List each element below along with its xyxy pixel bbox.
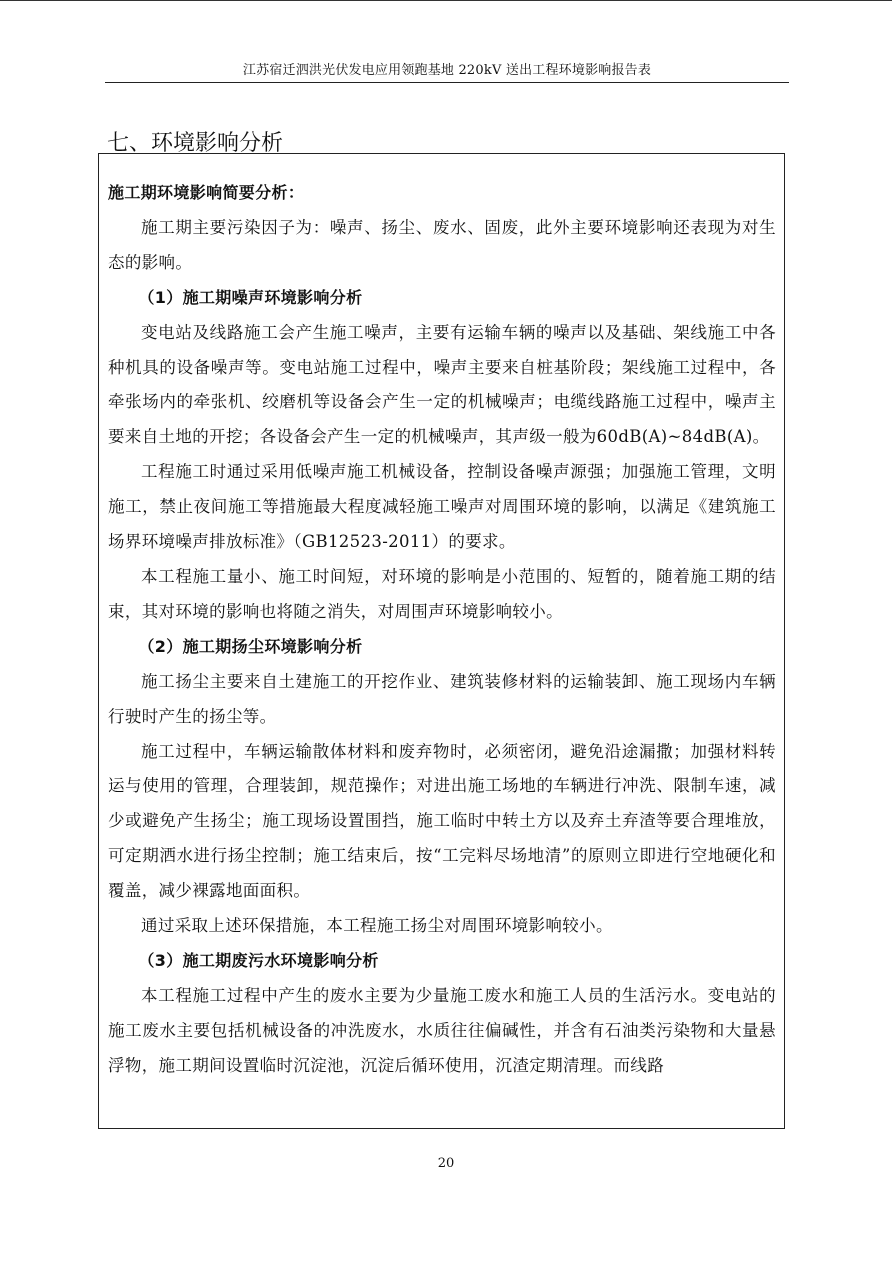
- dust-paragraph-3: 通过采取上述环保措施，本工程施工扬尘对周围环境影响较小。: [141, 916, 613, 936]
- wastewater-paragraph-1: 本工程施工过程中产生的废水主要为少量施工废水和施工人员的生活污水。变电站的施工废水主要包括机械设备的冲洗废水，水质往往偏碱性，并含有石油类污染物和大量悬浮物，施工期间设置临时沉淀池，沉淀后循环使用，沉渣定期清理。而线路: [108, 985, 776, 1075]
- wastewater-heading: （3）施工期废污水环境影响分析: [138, 950, 379, 970]
- noise-paragraph-1: 变电站及线路施工会产生施工噪声，主要有运输车辆的噪声以及基础、架线施工中各种机具的设备噪声等。变电站施工过程中，噪声主要来自桩基阶段；架线施工过程中，各牵张场内的牵张机、绞磨机等设备会产生一定的机械噪声；电缆线路施工过程中，噪声主要来自土地的开挖；各设备会产生一定的机械噪声，其声级一般为60dB(A)~84dB(A)。: [108, 322, 776, 447]
- dust-heading: （2）施工期扬尘环境影响分析: [138, 636, 363, 656]
- page-number: 20: [437, 1156, 455, 1171]
- dust-paragraph-1: 施工扬尘主要来自土建施工的开挖作业、建筑装修材料的运输装卸、施工现场内车辆行驶时产生的扬尘等。: [108, 671, 776, 726]
- dust-paragraph-2: 施工过程中，车辆运输散体材料和废弃物时，必须密闭，避免沿途漏撒；加强材料转运与使用的管理，合理装卸，规范操作；对进出施工场地的车辆进行冲洗、限制车速，减少或避免产生扬尘；施工现场设置围挡，施工临时中转土方以及弃土弃渣等要合理堆放，可定期洒水进行扬尘控制；施工结束后，按“工完料尽场地清”的原则立即进行空地硬化和覆盖，减少裸露地面面积。: [108, 741, 776, 901]
- noise-paragraph-3: 本工程施工量小、施工时间短，对环境的影响是小范围的、短暂的，随着施工期的结束，其对环境的影响也将随之消失，对周围声环境影响较小。: [108, 566, 776, 621]
- noise-paragraph-2: 工程施工时通过采用低噪声施工机械设备，控制设备噪声源强；加强施工管理，文明施工，禁止夜间施工等措施最大程度减轻施工噪声对周围环境的影响，以满足《建筑施工场界环境噪声排放标准》（GB12523-2011）的要求。: [108, 462, 776, 552]
- running-header: 江苏宿迁泗洪光伏发电应用领跑基地 220kV 送出工程环境影响报告表: [242, 63, 652, 78]
- content-frame: [98, 153, 785, 1129]
- intro-paragraph: 施工期主要污染因子为：噪声、扬尘、废水、固废，此外主要环境影响还表现为对生态的影响。: [108, 217, 776, 272]
- header-rule: [105, 82, 789, 83]
- content-body: [99, 154, 784, 1084]
- construction-analysis-heading: 施工期环境影响简要分析：: [108, 183, 305, 202]
- top-border-line: [0, 0, 892, 1]
- noise-heading: （1）施工期噪声环境影响分析: [138, 287, 363, 307]
- section-title: 七、环境影响分析: [107, 130, 284, 156]
